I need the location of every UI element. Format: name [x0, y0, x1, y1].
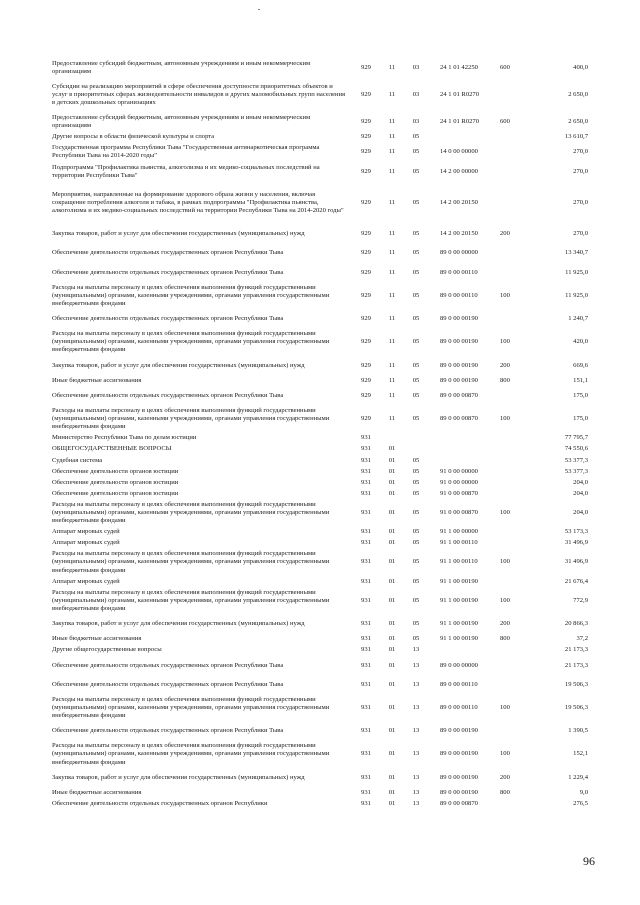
table-row — [52, 466, 608, 477]
row-rz: 11 — [388, 315, 396, 323]
row-cs: 89 0 00 00190 — [440, 376, 478, 384]
row-sum: 204,0 — [573, 509, 588, 516]
row-rz: 11 — [388, 291, 396, 299]
row-pr: 05 — [412, 315, 420, 323]
row-cs: 89 0 00 00190 — [440, 361, 478, 369]
row-gr: 929 — [361, 415, 371, 423]
row-name: Предоставление субсидий бюджетным, автономным учреждениям и иным некоммерческим организациям — [52, 59, 311, 75]
row-sum: 276,5 — [573, 799, 588, 807]
row-pr: 13 — [412, 703, 420, 711]
row-cs: 89 0 00 00110 — [440, 291, 478, 299]
row-name: Расходы на выплаты персоналу в целях обеспечения выполнения функций государственными (муниципальными) органами, казенными учреждениями, органами управления государственными внебюджетными фондами — [52, 742, 330, 766]
row-name: Обеспечение деятельности отдельных государственных органов Республики Тыва — [52, 727, 284, 735]
row-sum: 175,0 — [573, 415, 588, 423]
row-vr: 100 — [500, 703, 510, 711]
table-row — [52, 310, 608, 329]
row-cs: 91 0 00 00000 — [440, 478, 478, 486]
row-vr: 100 — [500, 415, 510, 423]
row-pr: 03 — [412, 63, 420, 71]
table-row — [52, 386, 608, 405]
row-vr: 600 — [500, 118, 510, 126]
row-sum: 152,1 — [573, 750, 588, 758]
row-pr: 13 — [412, 646, 420, 654]
row-vr: 100 — [500, 750, 510, 758]
row-rz: 01 — [388, 489, 396, 497]
row-rz: 11 — [388, 148, 396, 156]
row-pr: 05 — [412, 338, 420, 346]
row-name: Обеспечение деятельности органов юстиции — [52, 478, 179, 486]
row-gr: 929 — [361, 391, 371, 399]
row-name: Расходы на выплаты персоналу в целях обеспечения выполнения функций государственными (муниципальными) органами, казенными учреждениями, органами управления государственными внебюджетными фондами — [52, 550, 330, 574]
row-sum: 669,6 — [573, 361, 588, 369]
row-name: Расходы на выплаты персоналу в целях обеспечения выполнения функций государственными (муниципальными) органами, казенными учреждениями, органами управления государственными внебюджетными фондами — [52, 500, 330, 525]
row-gr: 931 — [361, 596, 371, 604]
row-cs: 91 0 00 00870 — [440, 489, 478, 497]
row-name: Закупка товаров, работ и услуг для обеспечения государственных (муниципальных) нужд — [52, 230, 305, 238]
row-pr: 05 — [412, 528, 420, 536]
table-row — [52, 634, 608, 645]
row-vr: 800 — [500, 635, 510, 643]
row-sum: 270,0 — [573, 230, 588, 238]
table-row — [52, 722, 608, 741]
row-gr: 931 — [361, 727, 371, 735]
row-rz: 01 — [388, 703, 396, 711]
table-row — [52, 181, 608, 225]
row-name: Обеспечение деятельности отдельных государственных органов Республики Тыва — [52, 661, 284, 669]
row-rz: 01 — [388, 773, 396, 781]
table-row — [52, 433, 608, 444]
table-row — [52, 375, 608, 386]
row-name: Аппарат мировых судей — [52, 577, 120, 585]
row-rz: 01 — [388, 750, 396, 758]
row-gr: 931 — [361, 577, 371, 585]
table-row — [52, 576, 608, 587]
row-rz: 11 — [388, 338, 396, 346]
row-vr: 200 — [500, 620, 510, 628]
table-row — [52, 656, 608, 675]
row-pr: 05 — [412, 539, 420, 547]
row-rz: 01 — [388, 635, 396, 643]
table-row — [52, 615, 608, 634]
row-cs: 91 0 00 00870 — [440, 509, 478, 516]
row-name: Закупка товаров, работ и услуг для обеспечения государственных (муниципальных) нужд — [52, 620, 305, 628]
row-name: Иные бюджетные ассигнования — [52, 376, 142, 384]
row-cs: 89 0 00 00190 — [440, 338, 478, 346]
row-pr: 05 — [412, 596, 420, 604]
row-cs: 89 0 00 00190 — [440, 727, 478, 735]
row-sum: 772,9 — [573, 596, 588, 604]
row-cs: 91 1 00 00110 — [440, 558, 478, 566]
row-gr: 929 — [361, 133, 371, 141]
row-pr: 05 — [412, 577, 420, 585]
row-gr: 929 — [361, 90, 371, 98]
row-cs: 89 0 00 00190 — [440, 750, 478, 758]
row-name: Обеспечение деятельности отдельных государственных органов Республики Тыва — [52, 315, 284, 323]
row-name: Министерство Республики Тыва по делам юстиции — [52, 434, 197, 442]
row-name: Расходы на выплаты персоналу в целях обеспечения выполнения функций государственными (муниципальными) органами, казенными учреждениями, органами управления государственными внебюджетными фондами — [52, 588, 330, 612]
table-row — [52, 356, 608, 375]
row-gr: 929 — [361, 118, 371, 126]
row-sum: 1 240,7 — [568, 315, 588, 323]
row-gr: 931 — [361, 509, 371, 516]
row-gr: 931 — [361, 750, 371, 758]
row-rz: 01 — [388, 528, 396, 536]
row-rz: 11 — [388, 63, 396, 71]
row-gr: 929 — [361, 230, 371, 238]
row-gr: 931 — [361, 445, 371, 453]
row-pr: 13 — [412, 799, 420, 807]
row-name: Расходы на выплаты персоналу в целях обеспечения выполнения функций государственными (муниципальными) органами, казенными учреждениями, органами управления государственными внебюджетными фондами — [52, 695, 330, 720]
row-gr: 931 — [361, 528, 371, 536]
table-row — [52, 58, 608, 77]
row-pr: 05 — [412, 391, 420, 399]
row-rz: 01 — [388, 661, 396, 669]
row-cs: 89 0 00 00000 — [440, 661, 478, 669]
row-vr: 200 — [500, 361, 510, 369]
row-gr: 931 — [361, 646, 371, 654]
table-row — [52, 77, 608, 112]
row-pr: 13 — [412, 727, 420, 735]
row-name: Аппарат мировых судей — [52, 539, 120, 547]
row-gr: 929 — [361, 249, 371, 257]
row-cs: 89 0 00 00870 — [440, 799, 478, 807]
row-rz: 01 — [388, 727, 396, 735]
row-cs: 91 1 00 00190 — [440, 596, 478, 604]
row-gr: 931 — [361, 661, 371, 669]
row-gr: 929 — [361, 148, 371, 156]
row-pr: 05 — [412, 268, 420, 276]
row-sum: 11 925,0 — [565, 291, 588, 299]
row-sum: 2 650,0 — [568, 118, 588, 126]
row-cs: 91 1 00 00110 — [440, 539, 478, 547]
row-cs: 89 0 00 00110 — [440, 268, 478, 276]
row-pr: 13 — [412, 661, 420, 669]
table-row — [52, 455, 608, 466]
row-name: Иные бюджетные ассигнования — [52, 788, 142, 796]
table-row — [52, 499, 608, 526]
row-sum: 53 377,3 — [564, 456, 588, 464]
row-rz: 01 — [388, 680, 396, 688]
row-rz: 11 — [388, 133, 396, 141]
row-cs: 24 1 01 R0270 — [440, 118, 480, 126]
row-rz: 01 — [388, 467, 396, 475]
row-pr: 05 — [412, 361, 420, 369]
row-sum: 19 506,3 — [564, 680, 588, 688]
row-rz: 11 — [388, 249, 396, 257]
row-pr: 05 — [412, 478, 420, 486]
row-pr: 05 — [412, 167, 420, 175]
row-gr: 929 — [361, 315, 371, 323]
row-cs: 14 2 00 20150 — [440, 230, 478, 238]
row-gr: 931 — [361, 703, 371, 711]
row-pr: 03 — [412, 90, 420, 98]
page-number: 96 — [583, 854, 595, 868]
row-pr: 03 — [412, 118, 420, 126]
row-sum: 53 173,3 — [564, 528, 588, 536]
row-pr: 05 — [412, 620, 420, 628]
row-gr: 931 — [361, 635, 371, 643]
table-row — [52, 538, 608, 549]
row-name: Другие вопросы в области физической культуры и спорта — [52, 133, 215, 141]
table-row — [52, 282, 608, 309]
row-sum: 31 496,9 — [564, 539, 588, 547]
row-gr: 931 — [361, 434, 371, 442]
row-name: Мероприятия, направленные на формирование здорового образа жизни у населения, включая сокращение потребления алкоголя и табака, в рамках подпрограммы "Профилактика пьянства, алкоголизма и их медико-социальных последствий на территории Республики Тыва на 2014-2020 годы" — [52, 190, 344, 215]
row-cs: 91 1 00 00190 — [440, 620, 478, 628]
row-sum: 1 390,5 — [568, 727, 588, 735]
table-row — [52, 549, 608, 576]
row-sum: 21 173,3 — [564, 646, 588, 654]
row-rz: 11 — [388, 268, 396, 276]
row-rz: 01 — [388, 456, 396, 464]
table-row — [52, 488, 608, 499]
table-row — [52, 244, 608, 263]
row-sum: 53 377,3 — [564, 467, 588, 475]
scan-speck — [258, 9, 260, 10]
table-row — [52, 798, 608, 809]
row-rz: 01 — [388, 445, 396, 453]
row-name: Закупка товаров, работ и услуг для обеспечения государственных (муниципальных) нужд — [52, 773, 305, 781]
row-cs: 89 0 00 00110 — [440, 703, 478, 711]
row-name: Обеспечение деятельности отдельных государственных органов Республики Тыва — [52, 680, 284, 688]
row-pr: 05 — [412, 456, 420, 464]
row-vr: 100 — [500, 509, 510, 516]
row-rz: 11 — [388, 230, 396, 238]
row-sum: 204,0 — [573, 489, 588, 497]
row-name: Расходы на выплаты персоналу в целях обеспечения выполнения функций государственными (муниципальными) органами, казенными учреждениями, органами управления государственными внебюджетными фондами — [52, 283, 330, 307]
row-name: Обеспечение деятельности органов юстиции — [52, 489, 179, 497]
row-cs: 89 0 00 00000 — [440, 249, 478, 257]
row-gr: 931 — [361, 620, 371, 628]
row-name: Другие общегосударственные вопросы — [52, 646, 162, 654]
row-rz: 11 — [388, 376, 396, 384]
row-sum: 151,1 — [573, 376, 588, 384]
row-name: Обеспечение деятельности органов юстиции — [52, 467, 179, 475]
table-row — [52, 527, 608, 538]
row-sum: 21 173,3 — [564, 661, 588, 669]
row-sum: 1 229,4 — [568, 773, 588, 781]
row-cs: 89 0 00 00110 — [440, 680, 478, 688]
budget-table — [52, 58, 608, 809]
table-row — [52, 587, 608, 614]
row-pr: 13 — [412, 680, 420, 688]
row-pr: 13 — [412, 788, 420, 796]
row-sum: 420,0 — [573, 338, 588, 346]
row-pr: 05 — [412, 376, 420, 384]
row-gr: 931 — [361, 680, 371, 688]
row-vr: 100 — [500, 558, 510, 566]
row-rz: 11 — [388, 391, 396, 399]
row-name: Подпрограмма "Профилактика пьянства, алкоголизма и их медико-социальных последствий на территории Республики Тыва" — [52, 163, 320, 179]
row-cs: 89 0 00 00190 — [440, 788, 478, 796]
row-gr: 929 — [361, 361, 371, 369]
row-sum: 21 676,4 — [564, 577, 588, 585]
table-row — [52, 645, 608, 656]
row-gr: 929 — [361, 291, 371, 299]
table-row — [52, 263, 608, 282]
table-row — [52, 406, 608, 433]
row-pr: 05 — [412, 230, 420, 238]
row-vr: 100 — [500, 596, 510, 604]
row-pr: 13 — [412, 750, 420, 758]
row-gr: 931 — [361, 799, 371, 807]
row-gr: 931 — [361, 489, 371, 497]
row-cs: 24 1 01 R0270 — [440, 90, 480, 98]
row-rz: 11 — [388, 415, 396, 423]
row-rz: 01 — [388, 799, 396, 807]
table-row — [52, 477, 608, 488]
row-name: Иные бюджетные ассигнования — [52, 635, 142, 643]
row-name: Расходы на выплаты персоналу в целях обеспечения выполнения функций государственными (муниципальными) органами, казенными учреждениями, органами управления государственными внебюджетными фондами — [52, 330, 330, 354]
row-pr: 05 — [412, 635, 420, 643]
row-sum: 13 610,7 — [564, 133, 588, 141]
row-cs: 89 0 00 00190 — [440, 773, 478, 781]
row-gr: 929 — [361, 338, 371, 346]
row-name: Государственная программа Республики Тыва "Государственная антинаркотическая программа Республики Тыва на 2014-2020 годы" — [52, 144, 320, 160]
row-gr: 929 — [361, 198, 371, 206]
table-row — [52, 113, 608, 132]
row-name: Судебная система — [52, 456, 103, 464]
row-gr: 931 — [361, 456, 371, 464]
row-cs: 24 1 01 42250 — [440, 63, 478, 71]
row-pr: 13 — [412, 773, 420, 781]
row-pr: 05 — [412, 509, 420, 516]
row-sum: 204,0 — [573, 478, 588, 486]
table-row — [52, 787, 608, 798]
row-gr: 931 — [361, 478, 371, 486]
row-sum: 2 650,0 — [568, 90, 588, 98]
row-vr: 800 — [500, 376, 510, 384]
row-rz: 01 — [388, 478, 396, 486]
row-rz: 01 — [388, 620, 396, 628]
table-row — [52, 225, 608, 244]
row-gr: 929 — [361, 268, 371, 276]
table-row — [52, 675, 608, 694]
row-rz: 01 — [388, 509, 396, 516]
row-pr: 05 — [412, 198, 420, 206]
row-pr: 05 — [412, 415, 420, 423]
row-sum: 74 550,6 — [564, 445, 588, 453]
row-rz: 01 — [388, 558, 396, 566]
row-rz: 11 — [388, 198, 396, 206]
row-pr: 05 — [412, 148, 420, 156]
row-vr: 100 — [500, 338, 510, 346]
row-name: Обеспечение деятельности отдельных государственных органов Республики Тыва — [52, 268, 284, 276]
row-sum: 400,0 — [573, 63, 588, 71]
row-sum: 37,2 — [576, 635, 588, 643]
table-row — [52, 741, 608, 768]
table-row — [52, 444, 608, 455]
row-vr: 200 — [500, 773, 510, 781]
row-rz: 11 — [388, 118, 396, 126]
row-gr: 931 — [361, 788, 371, 796]
row-cs: 14 2 00 20150 — [440, 198, 478, 206]
row-sum: 13 340,7 — [564, 249, 588, 257]
row-vr: 200 — [500, 230, 510, 238]
row-sum: 9,0 — [579, 788, 588, 796]
row-name: Закупка товаров, работ и услуг для обеспечения государственных (муниципальных) нужд — [52, 361, 305, 369]
row-rz: 01 — [388, 646, 396, 654]
row-cs: 89 0 00 00190 — [440, 315, 478, 323]
row-sum: 270,0 — [573, 148, 588, 156]
row-cs: 91 0 00 00000 — [440, 467, 478, 475]
row-gr: 929 — [361, 376, 371, 384]
table-row — [52, 694, 608, 721]
row-pr: 05 — [412, 489, 420, 497]
row-cs: 91 1 00 00000 — [440, 528, 478, 536]
row-pr: 05 — [412, 558, 420, 566]
row-gr: 931 — [361, 558, 371, 566]
row-vr: 100 — [500, 291, 510, 299]
row-gr: 931 — [361, 773, 371, 781]
row-gr: 929 — [361, 63, 371, 71]
row-cs: 89 0 00 00870 — [440, 415, 478, 423]
table-row — [52, 132, 608, 143]
row-rz: 11 — [388, 90, 396, 98]
row-sum: 270,0 — [573, 198, 588, 206]
row-vr: 800 — [500, 788, 510, 796]
row-pr: 05 — [412, 467, 420, 475]
row-gr: 931 — [361, 467, 371, 475]
row-name: Аппарат мировых судей — [52, 528, 120, 536]
row-rz: 01 — [388, 577, 396, 585]
row-cs: 14 2 00 00000 — [440, 167, 478, 175]
row-name: Субсидии на реализацию мероприятий в сфере обеспечения доступности приоритетных объектов и услуг в приоритетных сферах жизнедеятельности инвалидов и других маломобильных групп населения в детских дошкольных организациях — [52, 82, 346, 106]
row-rz: 01 — [388, 788, 396, 796]
row-sum: 19 506,3 — [564, 703, 588, 711]
table-row — [52, 143, 608, 162]
row-rz: 11 — [388, 361, 396, 369]
row-sum: 11 925,0 — [565, 268, 588, 276]
row-rz: 01 — [388, 539, 396, 547]
row-gr: 929 — [361, 167, 371, 175]
row-rz: 11 — [388, 167, 396, 175]
row-pr: 05 — [412, 249, 420, 257]
row-sum: 20 866,3 — [564, 620, 588, 628]
row-name: Расходы на выплаты персоналу в целях обеспечения выполнения функций государственными (муниципальными) органами, казенными учреждениями, органами управления государственными внебюджетными фондами — [52, 407, 330, 431]
row-name: Обеспечение деятельности отдельных государственных органов Республики — [52, 799, 268, 807]
row-rz: 01 — [388, 596, 396, 604]
row-gr: 931 — [361, 539, 371, 547]
table-row — [52, 329, 608, 356]
row-name: ОБЩЕГОСУДАРСТВЕННЫЕ ВОПРОСЫ — [52, 445, 172, 453]
row-cs: 14 0 00 00000 — [440, 148, 478, 156]
row-cs: 89 0 00 00870 — [440, 391, 478, 399]
row-name: Обеспечение деятельности отдельных государственных органов Республики Тыва — [52, 249, 284, 257]
row-vr: 600 — [500, 63, 510, 71]
row-pr: 05 — [412, 291, 420, 299]
table-row — [52, 768, 608, 787]
row-name: Обеспечение деятельности отдельных государственных органов Республики Тыва — [52, 391, 284, 399]
row-cs: 91 1 00 00190 — [440, 635, 478, 643]
row-cs: 91 1 00 00190 — [440, 577, 478, 585]
table-row — [52, 162, 608, 181]
row-sum: 31 496,9 — [564, 558, 588, 566]
row-sum: 175,0 — [573, 391, 588, 399]
row-sum: 77 795,7 — [564, 434, 588, 442]
row-name: Предоставление субсидий бюджетным, автономным учреждениям и иным некоммерческим организациям — [52, 114, 311, 130]
row-sum: 270,0 — [573, 167, 588, 175]
row-pr: 05 — [412, 133, 420, 141]
